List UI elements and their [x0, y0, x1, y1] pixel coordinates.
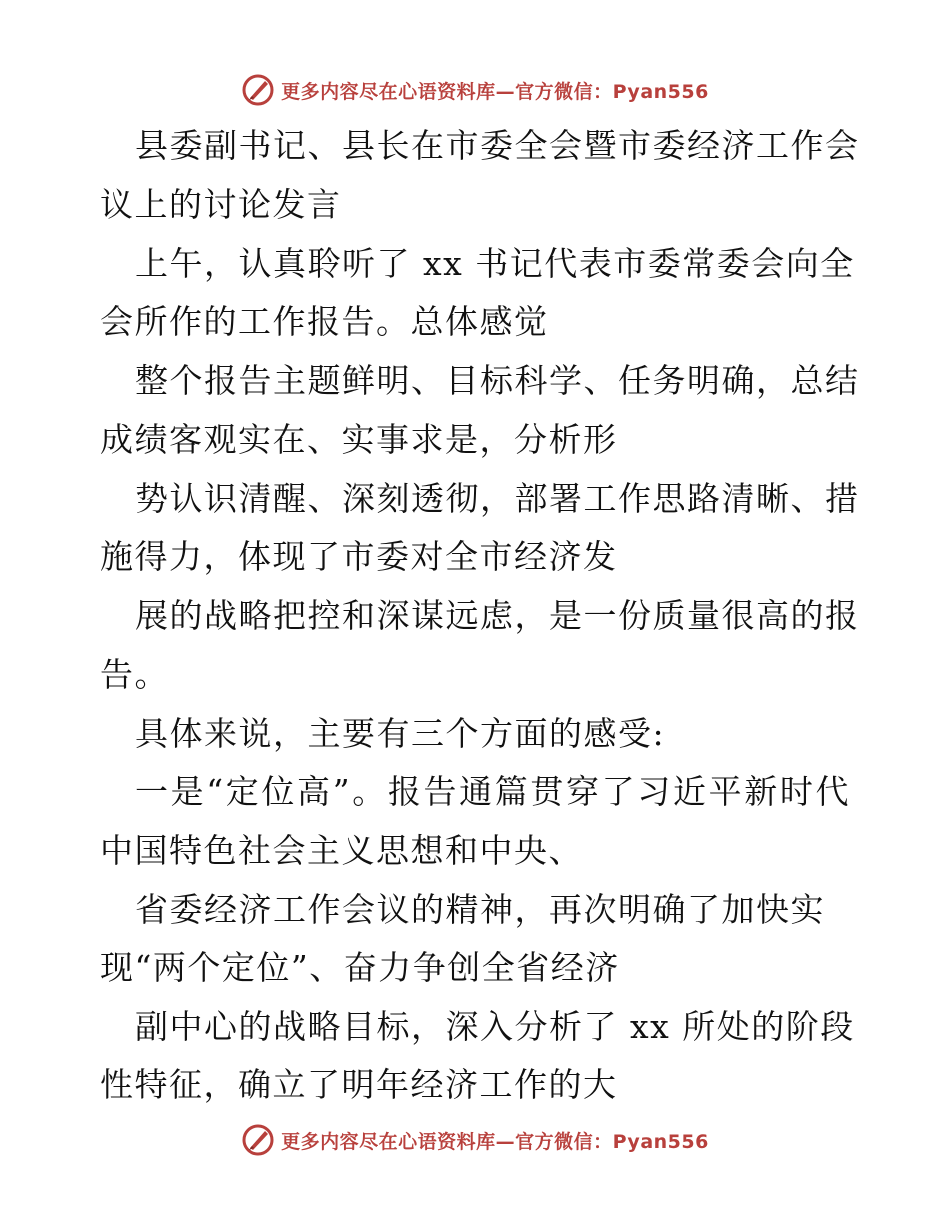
- text-line: 施得力，体现了市委对全市经济发: [100, 537, 618, 576]
- text-line: 告。: [100, 655, 169, 694]
- text-line: 会所作的工作报告。总体感觉: [100, 302, 549, 341]
- text-line: 县委副书记、县长在市委全会暨市委经济工作会: [135, 126, 860, 165]
- text-line: 一是“定位高”。报告通篇贯穿了习近平新时代: [135, 772, 850, 811]
- text-line: 性特征，确立了明年经济工作的大: [100, 1065, 618, 1104]
- text-line: 中国特色社会主义思想和中央、: [100, 831, 583, 870]
- banner-text: 更多内容尽在心语资料库—官方微信：Pyan556: [281, 1130, 709, 1153]
- text-line: 具体来说，主要有三个方面的感受:: [135, 714, 666, 753]
- footer-banner: [0, 1120, 950, 1160]
- text-line: 上午，认真聆听了 xx 书记代表市委常委会向全: [135, 244, 855, 283]
- text-line: 展的战略把控和深谋远虑，是一份质量很高的报: [135, 596, 860, 635]
- text-line: 议上的讨论发言: [100, 185, 342, 224]
- text-line: 副中心的战略目标，深入分析了 xx 所处的阶段: [135, 1007, 855, 1046]
- text-line: 成绩客观实在、实事求是，分析形: [100, 420, 618, 459]
- text-line: 现“两个定位”、奋力争创全省经济: [100, 948, 620, 987]
- banner-text: 更多内容尽在心语资料库—官方微信：Pyan556: [281, 80, 709, 103]
- text-line: 整个报告主题鲜明、目标科学、任务明确，总结: [135, 361, 860, 400]
- text-line: 省委经济工作会议的精神，再次明确了加快实: [135, 890, 825, 929]
- text-line: 势认识清醒、深刻透彻，部署工作思路清晰、措: [135, 479, 860, 518]
- quill-pen-logo-icon: [241, 1123, 275, 1157]
